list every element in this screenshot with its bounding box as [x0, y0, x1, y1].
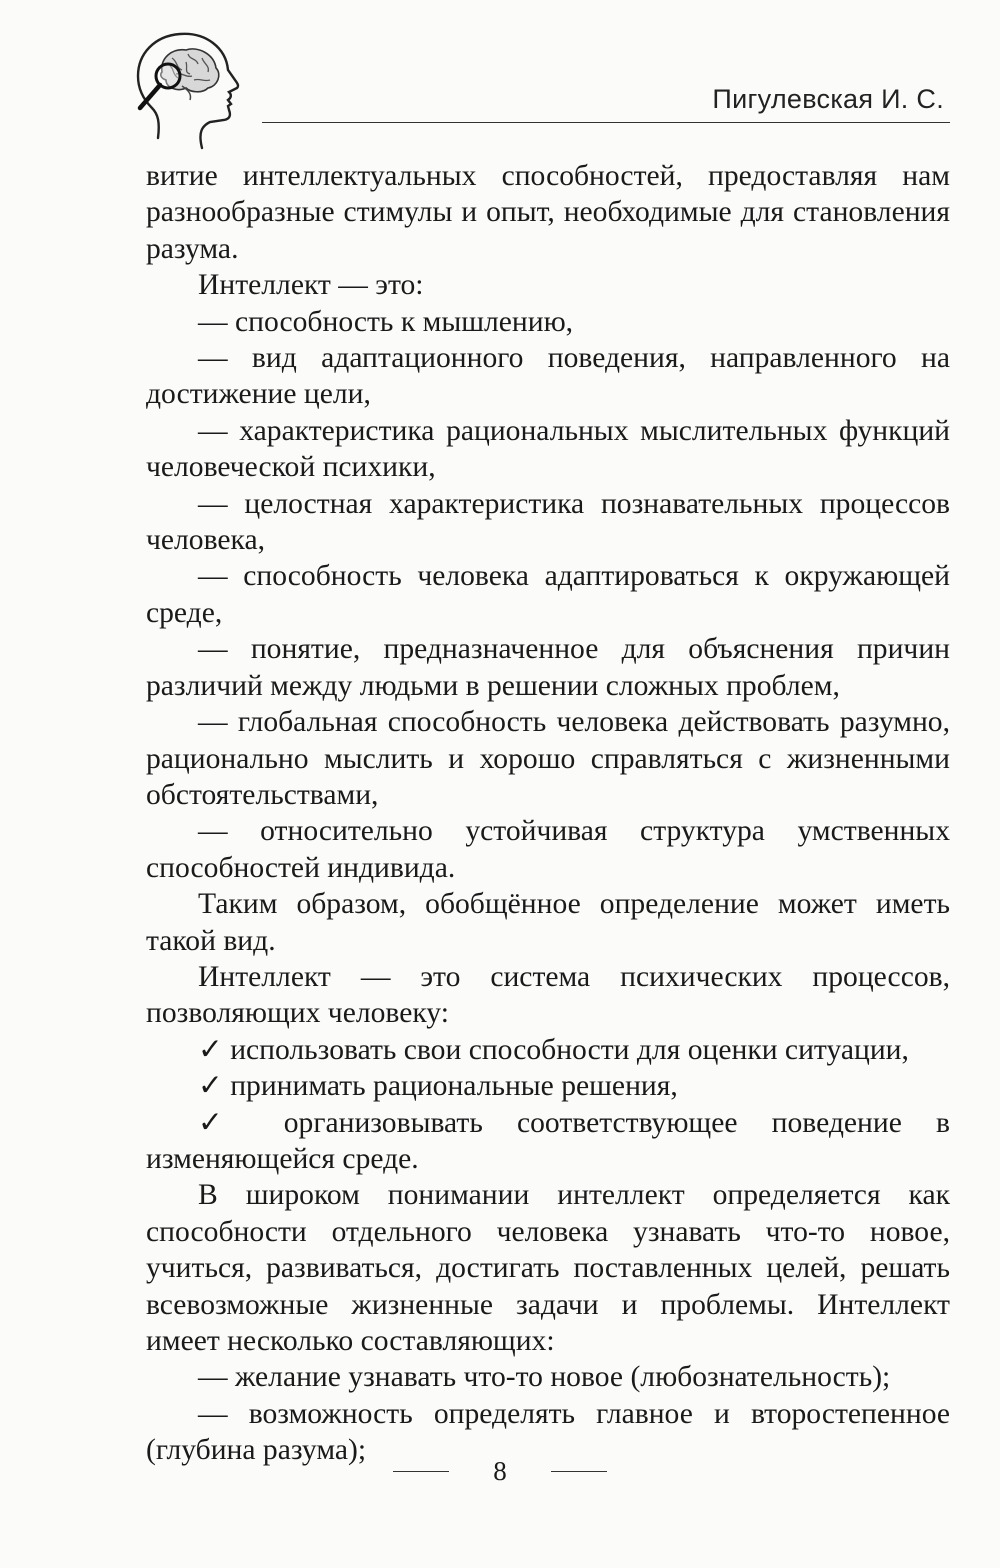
page-number: 8 [493, 1456, 507, 1486]
paragraph-2: Интеллект — это: [198, 269, 424, 302]
paragraph-1: витие интеллектуальных способностей, предоставляя нам разнообразные стимулы и опыт, необходимые для становления разума. [146, 160, 950, 265]
list-item-dash: — глобальная способность человека действовать разумно, рационально мыслить и хорошо справляться с жизненными обстоятельствами, [146, 706, 950, 811]
list-item-dash: — характеристика рациональных мыслительных функций человеческой психики, [146, 414, 950, 484]
page-body-text [146, 158, 950, 1469]
list-item-check: ✓ использовать свои способности для оценки ситуации, [198, 1033, 909, 1066]
list-item-dash: — возможность определять главное и второстепенное (глубина разума); [146, 1397, 950, 1467]
list-item-dash: — целостная характеристика познавательных процессов человека, [146, 487, 950, 557]
footer-rule-left [393, 1471, 449, 1472]
list-item-dash: — относительно устойчивая структура умственных способностей индивида. [146, 815, 950, 884]
footer-rule-right [551, 1471, 607, 1472]
running-header-author: Пигулевская И. С. [712, 84, 944, 114]
paragraph-summary: Таким образом, обобщённое определение может иметь такой вид. [146, 888, 950, 957]
head-brain-logo-icon [132, 28, 244, 156]
header-rule [262, 122, 950, 123]
list-item-dash: — понятие, предназначенное для объяснения причин различий между людьми в решении сложных проблем, [146, 633, 950, 702]
list-item-check: ✓ принимать рациональные решения, [198, 1070, 678, 1103]
list-item-dash: — способность к мышлению, [198, 305, 574, 338]
paragraph-broad-sense: В широком понимании интеллект определяется как способности отдельного человека узнавать что-то новое, учиться, развиваться, достигать поставленных целей, решать всевозможные жизненные задачи и проблемы. Интеллект имеет несколько составляющих: [146, 1179, 950, 1357]
list-item-dash: — вид адаптационного поведения, направленного на достижение цели, [146, 342, 950, 411]
page-footer [0, 1456, 1000, 1487]
paragraph-definition: Интеллект — это система психических процессов, позволяющих человеку: [146, 960, 950, 1030]
list-item-check: ✓ организовывать соответствующее поведение в изменяющейся среде. [146, 1106, 950, 1175]
list-item-dash: — желание узнавать что-то новое (любознательность); [198, 1361, 891, 1394]
list-item-dash: — способность человека адаптироваться к окружающей среде, [146, 560, 950, 629]
